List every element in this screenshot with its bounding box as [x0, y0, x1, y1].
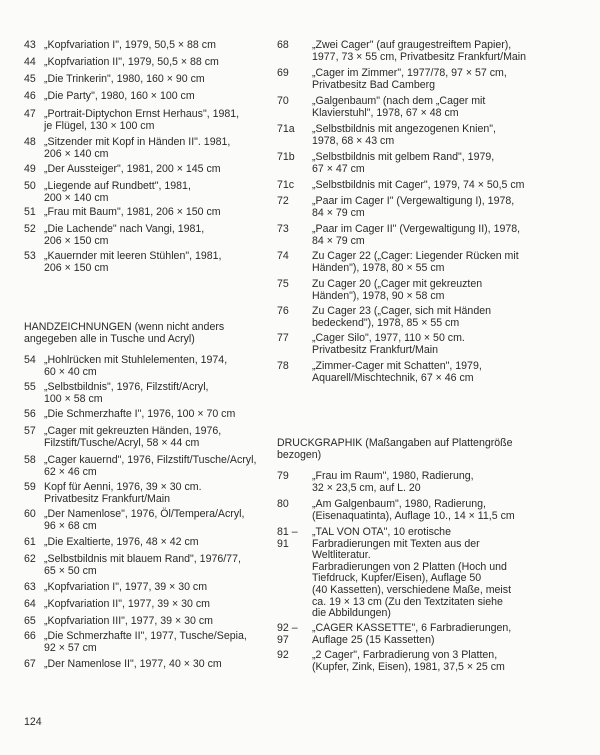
entry-number: 48 [24, 136, 36, 148]
entry-text: „Zwei Cager" (auf graugestreiftem Papier), 1977, 73 × 55 cm, Privatbesitz Frankfurt/Main [312, 39, 527, 63]
entry-number: 53 [24, 250, 36, 262]
catalog-entry [0, 599, 266, 611]
entry-number: 46 [24, 90, 36, 102]
catalog-entry [277, 68, 574, 91]
catalog-entry [277, 361, 574, 384]
catalog-entry [0, 537, 266, 549]
entry-text: „CAGER KASSETTE", 6 Farbradierungen, Auflage 25 (15 Kassetten) [312, 622, 512, 646]
entry-number: 77 [277, 332, 289, 344]
entry-number: 56 [24, 408, 36, 420]
catalog-entry [0, 74, 266, 86]
entry-text: „Kopfvariation II", 1979, 50,5 × 88 cm [44, 56, 219, 68]
page-number: 124 [24, 716, 42, 728]
entry-text: „Selbstbildnis mit blauem Rand", 1976/77, 65 × 50 cm [44, 553, 241, 577]
entry-number: 75 [277, 278, 289, 290]
entry-text: „TAL VON OTA", 10 erotische Farbradierungen mit Texten aus der Weltliteratur. Farbradierungen von 2 Platten (Hoch und Tiefdruck, Kupfer/Eisen), Auflage 50 (40 Kassetten), verschiedene Maße, meist ca. 19 × 13 cm (Zu den Textzitaten siehe die Abbildungen) [312, 526, 512, 620]
catalog-entry [277, 499, 574, 522]
catalog-entry [277, 251, 574, 274]
entry-number: 45 [24, 73, 36, 85]
entry-text: „Kopfvariation I", 1977, 39 × 30 cm [44, 581, 208, 593]
entry-text: „Selbstbildnis mit Cager", 1979, 74 × 50,5 cm [312, 179, 525, 191]
catalog-entry [277, 124, 574, 147]
entry-number: 65 [24, 615, 36, 627]
catalog-entry [277, 623, 574, 646]
entry-text: „Die Lachende" nach Vangi, 1981, 206 × 150 cm [44, 223, 205, 247]
catalog-entry [0, 509, 266, 532]
entry-number: 57 [24, 425, 36, 437]
catalog-entry [277, 96, 574, 119]
entry-number: 78 [277, 360, 289, 372]
catalog-entry [0, 57, 266, 69]
entry-text: „Die Schmerzhafte II", 1977, Tusche/Sepia, 92 × 57 cm [44, 630, 247, 654]
catalog-entry [0, 382, 266, 405]
entry-text: „Frau im Raum", 1980, Radierung, 32 × 23,5 cm, auf L. 20 [312, 470, 474, 494]
catalog-entry [0, 631, 266, 654]
entry-text: „Cager kauernd", 1976, Filzstift/Tusche/Acryl, 62 × 46 cm [44, 454, 257, 478]
entry-text: „Kopfvariation II", 1977, 39 × 30 cm [44, 598, 210, 610]
entry-number: 55 [24, 381, 36, 393]
catalog-entry [0, 409, 266, 421]
entry-text: „Liegende auf Rundbett", 1981, 200 × 140 cm [44, 180, 191, 204]
entry-text: „Der Namenlose", 1976, Öl/Tempera/Acryl, 96 × 68 cm [44, 508, 245, 532]
entry-number: 61 [24, 536, 36, 548]
catalog-entry [0, 355, 266, 378]
entry-text: Zu Cager 23 („Cager, sich mit Händen bedeckend"), 1978, 85 × 55 cm [312, 305, 491, 329]
entry-text: „Die Trinkerin", 1980, 160 × 90 cm [44, 73, 205, 85]
entry-number: 70 [277, 95, 289, 107]
entry-text: Kopf für Aenni, 1976, 39 × 30 cm. Privatbesitz Frankfurt/Main [44, 481, 202, 505]
catalog-entry [0, 251, 266, 274]
entry-number: 43 [24, 39, 36, 51]
entry-text: „Paar im Cager I" (Vergewaltigung I), 1978, 84 × 79 cm [312, 195, 515, 219]
entry-text: „Sitzender mit Kopf in Händen II". 1981, 206 × 140 cm [44, 136, 231, 160]
entry-text: „Die Party", 1980, 160 × 100 cm [44, 90, 195, 102]
catalog-entry [277, 196, 574, 219]
catalog-entry [277, 471, 574, 494]
entry-number: 80 [277, 498, 289, 510]
entry-number: 60 [24, 508, 36, 520]
entry-text: „Der Aussteiger", 1981, 200 × 145 cm [44, 163, 221, 175]
entry-number: 64 [24, 598, 36, 610]
catalog-entry [0, 224, 266, 247]
catalog-entry [0, 109, 266, 132]
catalog-entry [0, 91, 266, 103]
catalog-entry [0, 426, 266, 449]
catalog-entry [0, 616, 266, 628]
catalog-entry [277, 650, 574, 673]
entry-text: „Cager mit gekreuzten Händen, 1976, Filzstift/Tusche/Acryl, 58 × 44 cm [44, 425, 222, 449]
entry-number: 51 [24, 206, 36, 218]
entry-text: „Der Namenlose II", 1977, 40 × 30 cm [44, 658, 222, 670]
catalog-entry [0, 482, 266, 505]
catalog-entry [0, 455, 266, 478]
entry-text: „Selbstbildnis mit angezogenen Knien", 1978, 68 × 43 cm [312, 123, 496, 147]
entry-number: 66 [24, 630, 36, 642]
entry-number: 52 [24, 223, 36, 235]
entry-number: 79 [277, 470, 289, 482]
entry-number: 50 [24, 180, 36, 192]
entry-number: 74 [277, 250, 289, 262]
entry-text: Zu Cager 20 („Cager mit gekreuzten Händen"), 1978, 90 × 58 cm [312, 278, 483, 302]
entry-number: 71b [277, 151, 295, 163]
catalog-entry [277, 306, 574, 329]
entry-text: „Kopfvariation III", 1977, 39 × 30 cm [44, 615, 213, 627]
entry-number: 54 [24, 354, 36, 366]
entry-number: 67 [24, 658, 36, 670]
entry-text: „Die Schmerzhafte I", 1976, 100 × 70 cm [44, 408, 236, 420]
entry-number: 62 [24, 553, 36, 565]
entry-number: 71a [277, 123, 295, 135]
entry-number: 44 [24, 56, 36, 68]
entry-text: „Portrait-Diptychon Ernst Herhaus", 1981, je Flügel, 130 × 100 cm [44, 108, 240, 132]
entry-text: „Am Galgenbaum", 1980, Radierung, (Eisenaquatinta), Auflage 10., 14 × 11,5 cm [312, 498, 515, 522]
catalog-entry [0, 582, 266, 594]
entry-text: „Zimmer-Cager mit Schatten", 1979, Aquarell/Mischtechnik, 67 × 46 cm [312, 360, 482, 384]
entry-number: 71c [277, 179, 295, 191]
entry-number: 47 [24, 108, 36, 120]
catalog-entry [0, 659, 266, 671]
entry-number: 59 [24, 481, 36, 493]
entry-text: Zu Cager 22 („Cager: Liegender Rücken mit Händen"), 1978, 80 × 55 cm [312, 250, 519, 274]
entry-number: 92 – 97 [277, 622, 298, 646]
entry-number: 49 [24, 163, 36, 175]
entry-number: 73 [277, 223, 289, 235]
entry-text: „Kopfvariation I", 1979, 50,5 × 88 cm [44, 39, 216, 51]
entry-number: 69 [277, 67, 289, 79]
catalog-entry [0, 181, 266, 204]
entry-text: „Selbstbildnis", 1976, Filzstift/Acryl, 100 × 58 cm [44, 381, 209, 405]
entry-text: „Cager Silo", 1977, 110 × 50 cm. Privatbesitz Frankfurt/Main [312, 332, 465, 356]
entry-text: „Hohlrücken mit Stuhlelementen, 1974, 60 × 40 cm [44, 354, 228, 378]
entry-text: „Galgenbaum" (nach dem „Cager mit Klavierstuhl", 1978, 67 × 48 cm [312, 95, 486, 119]
section-heading-handzeichnungen: HANDZEICHNUNGEN (wenn nicht anders angegeben alle in Tusche und Acryl) [24, 321, 225, 345]
section-heading-druckgraphik: DRUCKGRAPHIK (Maßangaben auf Plattengröße bezogen) [277, 437, 513, 461]
catalog-entry [0, 137, 266, 160]
entry-number: 58 [24, 454, 36, 466]
catalog-entry [277, 180, 574, 192]
entry-number: 76 [277, 305, 289, 317]
entry-number: 63 [24, 581, 36, 593]
catalog-entry [0, 207, 266, 219]
entry-text: „Selbstbildnis mit gelbem Rand", 1979, 67 × 47 cm [312, 151, 495, 175]
catalog-entry [0, 40, 266, 52]
entry-number: 81 – 91 [277, 526, 298, 550]
entry-text: „Die Exaltierte, 1976, 48 × 42 cm [44, 536, 199, 548]
catalog-entry [277, 279, 574, 302]
catalog-entry [277, 333, 574, 356]
catalog-entry [277, 527, 574, 620]
entry-number: 72 [277, 195, 289, 207]
entry-text: „Paar im Cager II" (Vergewaltigung II), 1978, 84 × 79 cm [312, 223, 521, 247]
entry-text: „Kauernder mit leeren Stühlen", 1981, 206 × 150 cm [44, 250, 222, 274]
catalog-entry [277, 152, 574, 175]
catalog-entry [277, 224, 574, 247]
entry-text: „2 Cager", Farbradierung von 3 Platten, (Kupfer, Zink, Eisen), 1981, 37,5 × 25 cm [312, 649, 505, 673]
entry-text: „Cager im Zimmer", 1977/78, 97 × 57 cm, Privatbesitz Bad Camberg [312, 67, 507, 91]
entry-number: 92 [277, 649, 289, 661]
entry-text: „Frau mit Baum", 1981, 206 × 150 cm [44, 206, 221, 218]
catalog-entry [0, 164, 266, 176]
entry-number: 68 [277, 39, 289, 51]
catalog-entry [0, 554, 266, 577]
catalog-entry [277, 40, 574, 63]
